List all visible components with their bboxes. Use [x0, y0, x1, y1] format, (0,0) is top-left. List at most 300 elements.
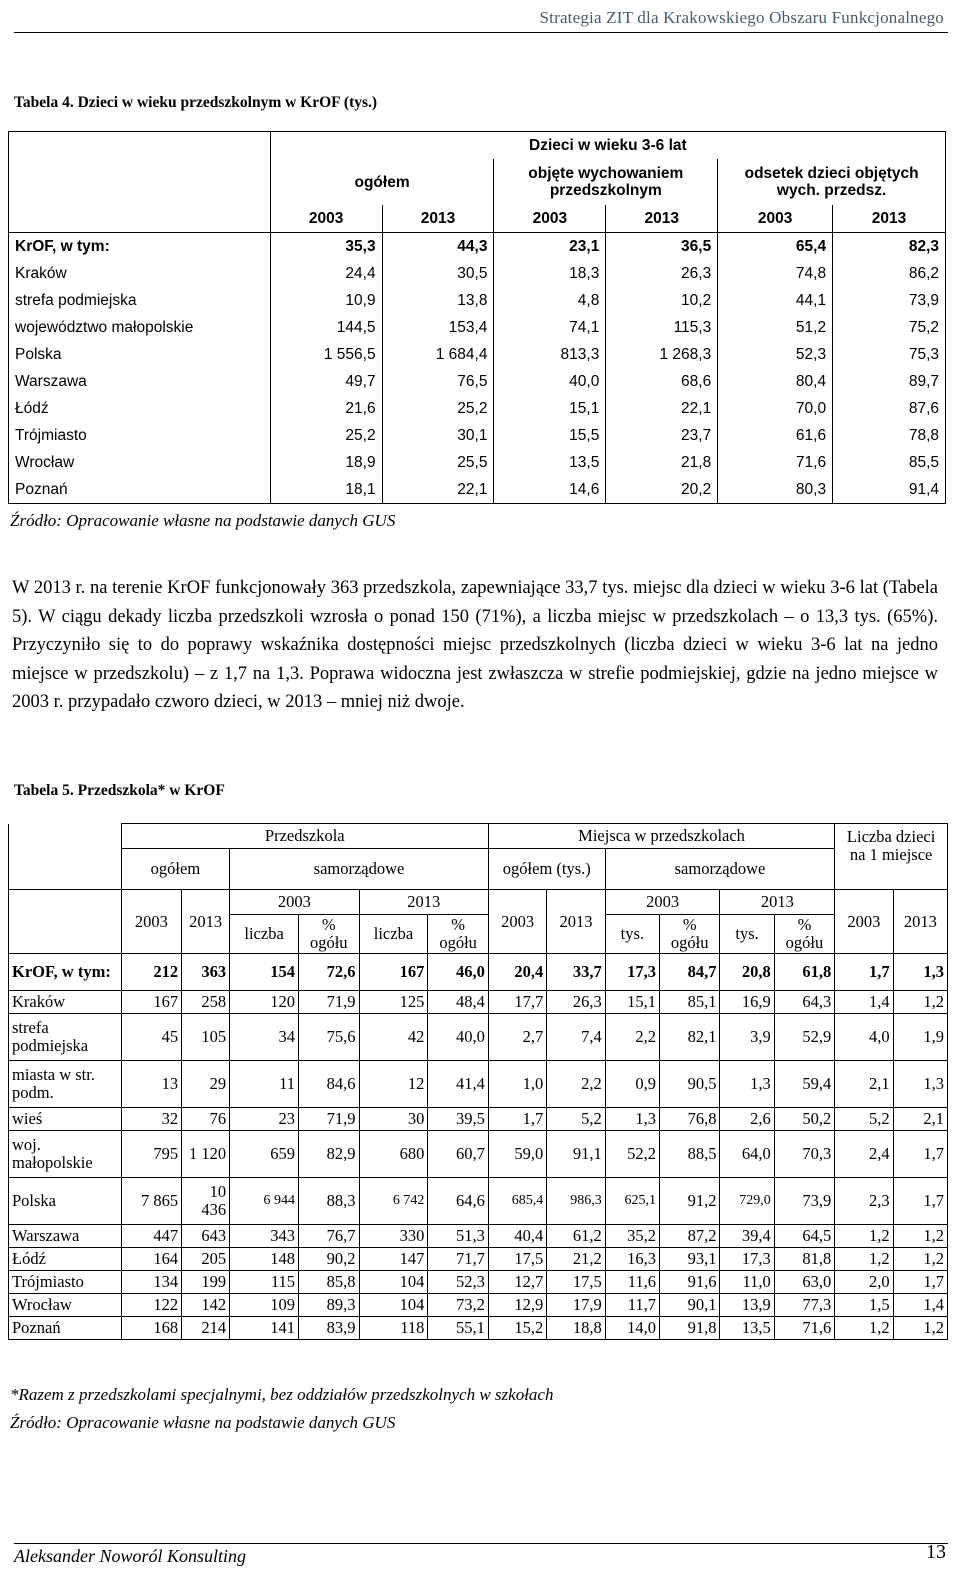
- table4-cell: 23,1: [494, 233, 606, 261]
- table4-cell: 44,3: [382, 233, 494, 261]
- table4-cell: 89,7: [833, 368, 946, 395]
- table5-cell: 258: [182, 991, 230, 1014]
- table5-cell: 1,5: [835, 1294, 893, 1317]
- table5-cell: 46,0: [428, 954, 489, 991]
- table5-cell: 6 944: [230, 1178, 299, 1225]
- table4-cell: 30,1: [382, 422, 494, 449]
- table5-cell: 16,9: [720, 991, 774, 1014]
- table5-cell: 1,7: [893, 1131, 947, 1178]
- table5-h-ogolem: ogółem: [121, 849, 229, 890]
- table4-cell: 71,6: [718, 449, 833, 476]
- table4-cell: 10,9: [270, 287, 382, 314]
- table5-cell: 82,1: [659, 1014, 720, 1061]
- table5-h-liczba-sub: liczba: [230, 915, 299, 954]
- table5-cell: 2,2: [547, 1061, 605, 1108]
- table5-cell: 90,2: [299, 1248, 360, 1271]
- table4-cell: 30,5: [382, 260, 494, 287]
- table5-cell: 11,0: [720, 1271, 774, 1294]
- table5-row-label: Warszawa: [9, 1225, 122, 1248]
- table5-cell: 29: [182, 1061, 230, 1108]
- table5-cell: 1,4: [835, 991, 893, 1014]
- table4-col-percent: odsetek dzieci objętych wych. przedsz.: [718, 159, 946, 205]
- table5-cell: 147: [359, 1248, 428, 1271]
- table4-cell: 26,3: [606, 260, 718, 287]
- table5-cell: 659: [230, 1131, 299, 1178]
- table4-row: [9, 314, 946, 341]
- table5-cell: 15,2: [488, 1317, 546, 1340]
- table5-row-label: miasta w str. podm.: [9, 1061, 122, 1108]
- table5-cell: 91,1: [547, 1131, 605, 1178]
- table4-cell: 14,6: [494, 476, 606, 504]
- table4-caption: Tabela 4. Dzieci w wieku przedszkolnym w KrOF (tys.): [14, 94, 378, 111]
- table5-cell: 17,7: [488, 991, 546, 1014]
- table5-cell: 680: [359, 1131, 428, 1178]
- table5-row: [9, 1294, 948, 1317]
- table5: [8, 823, 948, 1340]
- table5-cell: 73,2: [428, 1294, 489, 1317]
- table5-cell: 164: [121, 1248, 182, 1271]
- table5-spacer: [9, 849, 122, 890]
- table5-row: [9, 1108, 948, 1131]
- table4-cell: 49,7: [270, 368, 382, 395]
- table5-cell: 1,2: [893, 1317, 947, 1340]
- table5-cell: 12,7: [488, 1271, 546, 1294]
- table5-h-tys: tys.: [720, 915, 774, 954]
- table5-cell: 625,1: [605, 1178, 659, 1225]
- footer-author: Aleksander Noworól Konsulting: [14, 1546, 247, 1566]
- table4-year: 2013: [606, 205, 718, 233]
- table5-h-pct: % ogółu: [428, 915, 489, 954]
- table4-cell: 76,5: [382, 368, 494, 395]
- table5-cell: 7,4: [547, 1014, 605, 1061]
- table4-row-label: Kraków: [9, 260, 271, 287]
- table4-cell: 75,2: [833, 314, 946, 341]
- table5-cell: 32: [121, 1108, 182, 1131]
- table5-cell: 167: [121, 991, 182, 1014]
- table5-cell: 52,2: [605, 1131, 659, 1178]
- table4-year: 2003: [270, 205, 382, 233]
- table5-cell: 12,9: [488, 1294, 546, 1317]
- table5-cell: 1,2: [835, 1248, 893, 1271]
- table4-cell: 80,3: [718, 476, 833, 504]
- table4-cell: 153,4: [382, 314, 494, 341]
- body-paragraph: W 2013 r. na terenie KrOF funkcjonowały 363 przedszkola, zapewniające 33,7 tys. miejsc dla dzieci w wieku 3-6 lat (Tabela 5). W ciągu dekady liczba przedszkoli wzrosła o ponad 150 (71%), a liczba miejsc w przedszkolach – o 13,3 tys. (65%). Przyczyniło się to do poprawy wskaźnika dostępności miejsc przedszkolnych (liczba dzieci w wieku 3-6 lat na jedno miejsce w przedszkolu) – z 1,7 na 1,3. Poprawa widoczna jest zwłaszcza w strefie podmiejskiej, gdzie na jedno miejsce w 2003 r. przypadało czworo dzieci, w 2013 – mniej niż dwoje.: [12, 578, 938, 712]
- table5-cell: 0,9: [605, 1061, 659, 1108]
- header-rule: [14, 32, 948, 33]
- table4-cell: 20,2: [606, 476, 718, 504]
- table4-cell: 74,8: [718, 260, 833, 287]
- table5-cell: 18,8: [547, 1317, 605, 1340]
- table5-cell: 1,7: [893, 1178, 947, 1225]
- table5-cell: 3,9: [720, 1014, 774, 1061]
- table5-cell: 64,0: [720, 1131, 774, 1178]
- table4-cell: 4,8: [494, 287, 606, 314]
- table4-cell: 68,6: [606, 368, 718, 395]
- table5-cell: 93,1: [659, 1248, 720, 1271]
- table5-row-label: Kraków: [9, 991, 122, 1014]
- table5-cell: 168: [121, 1317, 182, 1340]
- table4-cell: 51,2: [718, 314, 833, 341]
- table4-cell: 18,1: [270, 476, 382, 504]
- table5-cell: 148: [230, 1248, 299, 1271]
- table5-cell: 88,5: [659, 1131, 720, 1178]
- table5-cell: 85,1: [659, 991, 720, 1014]
- table4-cell: 25,2: [382, 395, 494, 422]
- table5-row: [9, 1248, 948, 1271]
- table4-cell: 23,7: [606, 422, 718, 449]
- table5-cell: 7 865: [121, 1178, 182, 1225]
- table5-cell: 41,4: [428, 1061, 489, 1108]
- table4-cell: 87,6: [833, 395, 946, 422]
- table4-cell: 40,0: [494, 368, 606, 395]
- table5-cell: 90,5: [659, 1061, 720, 1108]
- table5-h-pct: % ogółu: [659, 915, 720, 954]
- table4-year: 2003: [718, 205, 833, 233]
- table4-row: [9, 260, 946, 287]
- table4-cell: 44,1: [718, 287, 833, 314]
- table5-cell: 199: [182, 1271, 230, 1294]
- table5-cell: 2,1: [893, 1108, 947, 1131]
- table5-row: [9, 1061, 948, 1108]
- table5-cell: 40,4: [488, 1225, 546, 1248]
- table5-cell: 167: [359, 954, 428, 991]
- table5-cell: 72,6: [299, 954, 360, 991]
- table5-cell: 85,8: [299, 1271, 360, 1294]
- table5-cell: 13,5: [720, 1317, 774, 1340]
- table5-cell: 39,5: [428, 1108, 489, 1131]
- table5-cell: 120: [230, 991, 299, 1014]
- table5-cell: 82,9: [299, 1131, 360, 1178]
- table5-cell: 89,3: [299, 1294, 360, 1317]
- table5-body: [9, 954, 948, 1340]
- table5-year: 2003: [605, 890, 720, 915]
- table4-cell: 61,6: [718, 422, 833, 449]
- table5-cell: 1,3: [720, 1061, 774, 1108]
- table5-cell: 1,4: [893, 1294, 947, 1317]
- table4-cell: 13,8: [382, 287, 494, 314]
- table4-cell: 74,1: [494, 314, 606, 341]
- table4-row: [9, 422, 946, 449]
- table5-h-przedszkola: Przedszkola: [121, 824, 488, 849]
- table4-row: [9, 395, 946, 422]
- table5-cell: 20,8: [720, 954, 774, 991]
- table5-cell: 64,3: [774, 991, 835, 1014]
- table5-cell: 34: [230, 1014, 299, 1061]
- table4-cell: 13,5: [494, 449, 606, 476]
- table5-cell: 39,4: [720, 1225, 774, 1248]
- table4-cell: 24,4: [270, 260, 382, 287]
- table5-cell: 77,3: [774, 1294, 835, 1317]
- table5-cell: 76: [182, 1108, 230, 1131]
- table4-row: [9, 368, 946, 395]
- table5-cell: 2,0: [835, 1271, 893, 1294]
- table5-cell: 2,6: [720, 1108, 774, 1131]
- table5-cell: 142: [182, 1294, 230, 1317]
- table4-cell: 22,1: [606, 395, 718, 422]
- table4-cell: 80,4: [718, 368, 833, 395]
- table5-year: 2013: [720, 890, 835, 915]
- table5-cell: 50,2: [774, 1108, 835, 1131]
- table5-cell: 17,3: [605, 954, 659, 991]
- table5-h-tys: tys.: [605, 915, 659, 954]
- table5-cell: 30: [359, 1108, 428, 1131]
- table4-cell: 21,8: [606, 449, 718, 476]
- table5-cell: 729,0: [720, 1178, 774, 1225]
- table5-cell: 71,6: [774, 1317, 835, 1340]
- table5-cell: 2,4: [835, 1131, 893, 1178]
- table5-cell: 64,5: [774, 1225, 835, 1248]
- table5-cell: 71,9: [299, 991, 360, 1014]
- table5-year: 2003: [230, 890, 359, 915]
- table5-cell: 70,3: [774, 1131, 835, 1178]
- table5-cell: 87,2: [659, 1225, 720, 1248]
- table4-cell: 70,0: [718, 395, 833, 422]
- table4-cell: 10,2: [606, 287, 718, 314]
- table5-h-liczba: Liczba dzieci na 1 miejsce: [835, 824, 948, 890]
- table5-cell: 12: [359, 1061, 428, 1108]
- table5-cell: 81,8: [774, 1248, 835, 1271]
- table4-cell: 1 556,5: [270, 341, 382, 368]
- table5-year: 2003: [488, 890, 546, 954]
- table4-cell: 15,1: [494, 395, 606, 422]
- table5-year: 2013: [182, 890, 230, 954]
- table5-cell: 2,3: [835, 1178, 893, 1225]
- table5-cell: 14,0: [605, 1317, 659, 1340]
- table5-cell: 447: [121, 1225, 182, 1248]
- table4-cell: 85,5: [833, 449, 946, 476]
- table4-corner: [9, 132, 271, 206]
- table5-cell: 61,8: [774, 954, 835, 991]
- table5-h-pct: % ogółu: [299, 915, 360, 954]
- table4-cell: 82,3: [833, 233, 946, 261]
- table5-cell: 51,3: [428, 1225, 489, 1248]
- table5-row: [9, 1014, 948, 1061]
- table5-corner: [9, 824, 122, 849]
- table5-h-liczba-sub: liczba: [359, 915, 428, 954]
- table4-row-label: strefa podmiejska: [9, 287, 271, 314]
- header-title: Strategia ZIT dla Krakowskiego Obszaru Funkcjonalnego: [539, 8, 944, 27]
- table5-cell: 1,7: [893, 1271, 947, 1294]
- table4-row-label: województwo małopolskie: [9, 314, 271, 341]
- table5-row-label: woj. małopolskie: [9, 1131, 122, 1178]
- table5-cell: 91,6: [659, 1271, 720, 1294]
- table5-cell: 15,1: [605, 991, 659, 1014]
- table5-h-pct: % ogółu: [774, 915, 835, 954]
- table5-cell: 35,2: [605, 1225, 659, 1248]
- table5-cell: 17,5: [488, 1248, 546, 1271]
- table5-cell: 1 120: [182, 1131, 230, 1178]
- table4-cell: 75,3: [833, 341, 946, 368]
- table5-cell: 84,6: [299, 1061, 360, 1108]
- table4-row-label: Warszawa: [9, 368, 271, 395]
- table5-row-label: KrOF, w tym:: [9, 954, 122, 991]
- table5-cell: 6 742: [359, 1178, 428, 1225]
- table5-cell: 60,7: [428, 1131, 489, 1178]
- table5-h-miejsca: Miejsca w przedszkolach: [488, 824, 834, 849]
- table4-cell: 65,4: [718, 233, 833, 261]
- table5-cell: 104: [359, 1271, 428, 1294]
- table5-cell: 105: [182, 1014, 230, 1061]
- table5-cell: 1,2: [835, 1225, 893, 1248]
- table5-cell: 61,2: [547, 1225, 605, 1248]
- table5-row: [9, 1225, 948, 1248]
- table5-cell: 363: [182, 954, 230, 991]
- table5-cell: 1,9: [893, 1014, 947, 1061]
- table5-cell: 33,7: [547, 954, 605, 991]
- table5-cell: 685,4: [488, 1178, 546, 1225]
- table5-cell: 1,7: [488, 1108, 546, 1131]
- table5-cell: 5,2: [547, 1108, 605, 1131]
- table5-cell: 88,3: [299, 1178, 360, 1225]
- table4-row: [9, 233, 946, 261]
- table4-cell: 86,2: [833, 260, 946, 287]
- table5-cell: 4,0: [835, 1014, 893, 1061]
- table5-row-label: wieś: [9, 1108, 122, 1131]
- table4-year: 2003: [494, 205, 606, 233]
- table4-cell: 36,5: [606, 233, 718, 261]
- table4-year: 2013: [382, 205, 494, 233]
- table5-cell: 154: [230, 954, 299, 991]
- table5-cell: 13: [121, 1061, 182, 1108]
- table4-col-total: ogółem: [270, 159, 494, 205]
- table5-cell: 42: [359, 1014, 428, 1061]
- table5-cell: 134: [121, 1271, 182, 1294]
- table5-row-label: Polska: [9, 1178, 122, 1225]
- table4-row-label: Polska: [9, 341, 271, 368]
- table4-cell: 52,3: [718, 341, 833, 368]
- table5-cell: 52,9: [774, 1014, 835, 1061]
- table4-cell: 73,9: [833, 287, 946, 314]
- table5-cell: 63,0: [774, 1271, 835, 1294]
- table5-cell: 76,8: [659, 1108, 720, 1131]
- table4-body: [9, 233, 946, 504]
- table5-cell: 1,2: [893, 1225, 947, 1248]
- table5-cell: 104: [359, 1294, 428, 1317]
- table4-row: [9, 449, 946, 476]
- table4-row-label: Trójmiasto: [9, 422, 271, 449]
- table4-cell: 25,5: [382, 449, 494, 476]
- table5-cell: 1,3: [605, 1108, 659, 1131]
- table5-cell: 13,9: [720, 1294, 774, 1317]
- page-header: [0, 8, 944, 28]
- table5-cell: 643: [182, 1225, 230, 1248]
- table5-cell: 48,4: [428, 991, 489, 1014]
- table5-cell: 59,0: [488, 1131, 546, 1178]
- table5-row-label: Poznań: [9, 1317, 122, 1340]
- table5-cell: 2,1: [835, 1061, 893, 1108]
- table5-cell: 1,2: [893, 991, 947, 1014]
- table5-cell: 91,8: [659, 1317, 720, 1340]
- table5-footnote: *Razem z przedszkolami specjalnymi, bez oddziałów przedszkolnych w szkołach: [10, 1385, 554, 1404]
- table5-cell: 20,4: [488, 954, 546, 991]
- table5-cell: 118: [359, 1317, 428, 1340]
- table5-cell: 21,2: [547, 1248, 605, 1271]
- table5-row-label: Łódź: [9, 1248, 122, 1271]
- table5-cell: 10 436: [182, 1178, 230, 1225]
- table5-cell: 1,3: [893, 1061, 947, 1108]
- table5-cell: 795: [121, 1131, 182, 1178]
- table5-cell: 52,3: [428, 1271, 489, 1294]
- table4-cell: 115,3: [606, 314, 718, 341]
- table5-cell: 1,0: [488, 1061, 546, 1108]
- table5-year: 2003: [121, 890, 182, 954]
- table5-cell: 343: [230, 1225, 299, 1248]
- table4-row-label: KrOF, w tym:: [9, 233, 271, 261]
- table4: [8, 131, 946, 504]
- table5-h-samorzadowe2: samorządowe: [605, 849, 835, 890]
- table5-cell: 71,9: [299, 1108, 360, 1131]
- table5-cell: 205: [182, 1248, 230, 1271]
- table5-row-label: Wrocław: [9, 1294, 122, 1317]
- table5-h-samorzadowe: samorządowe: [230, 849, 489, 890]
- table4-row: [9, 476, 946, 504]
- table5-year: 2013: [547, 890, 605, 954]
- table5-cell: 2,7: [488, 1014, 546, 1061]
- table4-cell: 25,2: [270, 422, 382, 449]
- table5-cell: 17,3: [720, 1248, 774, 1271]
- table4-row: [9, 287, 946, 314]
- table5-cell: 17,9: [547, 1294, 605, 1317]
- table5-corner2: [9, 890, 122, 954]
- table5-cell: 1,3: [893, 954, 947, 991]
- table5-cell: 26,3: [547, 991, 605, 1014]
- table5-cell: 986,3: [547, 1178, 605, 1225]
- table4-cell: 22,1: [382, 476, 494, 504]
- table5-cell: 59,4: [774, 1061, 835, 1108]
- table4-cell: 18,3: [494, 260, 606, 287]
- table5-cell: 91,2: [659, 1178, 720, 1225]
- table5-cell: 109: [230, 1294, 299, 1317]
- table5-cell: 83,9: [299, 1317, 360, 1340]
- table5-cell: 17,5: [547, 1271, 605, 1294]
- table5-row: [9, 1131, 948, 1178]
- table5-cell: 11,6: [605, 1271, 659, 1294]
- table5-cell: 11: [230, 1061, 299, 1108]
- table4-cell: 144,5: [270, 314, 382, 341]
- table5-cell: 71,7: [428, 1248, 489, 1271]
- table5-cell: 212: [121, 954, 182, 991]
- table4-row-label: Łódź: [9, 395, 271, 422]
- table5-source: Źródło: Opracowanie własne na podstawie danych GUS: [10, 1413, 396, 1432]
- table5-cell: 76,7: [299, 1225, 360, 1248]
- table5-cell: 1,2: [893, 1248, 947, 1271]
- table5-cell: 64,6: [428, 1178, 489, 1225]
- table4-year-corner: [9, 205, 271, 233]
- table5-cell: 141: [230, 1317, 299, 1340]
- table5-cell: 1,7: [835, 954, 893, 991]
- table5-cell: 11,7: [605, 1294, 659, 1317]
- table5-cell: 73,9: [774, 1178, 835, 1225]
- table4-cell: 35,3: [270, 233, 382, 261]
- table5-year: 2003: [835, 890, 893, 954]
- page-number: 13: [926, 1541, 946, 1563]
- table5-cell: 55,1: [428, 1317, 489, 1340]
- table4-row-label: Poznań: [9, 476, 271, 504]
- table4-cell: 91,4: [833, 476, 946, 504]
- table5-caption: Tabela 5. Przedszkola* w KrOF: [14, 782, 225, 799]
- table5-year: 2013: [359, 890, 488, 915]
- table5-cell: 214: [182, 1317, 230, 1340]
- table4-cell: 15,5: [494, 422, 606, 449]
- table4-row: [9, 341, 946, 368]
- table5-row: [9, 991, 948, 1014]
- table5-year: 2013: [893, 890, 947, 954]
- table5-cell: 5,2: [835, 1108, 893, 1131]
- table4-group-header: Dzieci w wieku 3-6 lat: [270, 132, 945, 160]
- table5-cell: 75,6: [299, 1014, 360, 1061]
- table5-cell: 90,1: [659, 1294, 720, 1317]
- table4-cell: 813,3: [494, 341, 606, 368]
